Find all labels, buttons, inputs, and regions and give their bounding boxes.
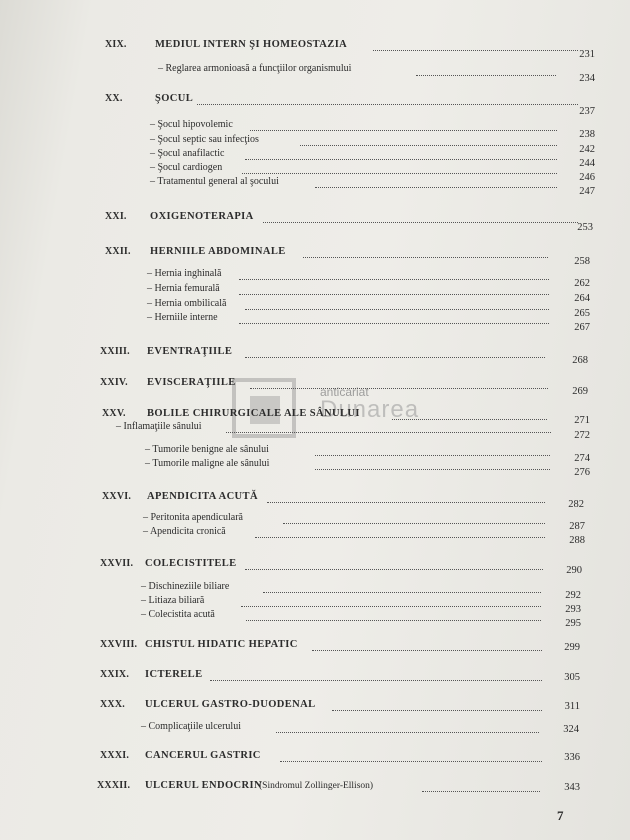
toc-entry-xxxi: XXXI. CANCERUL GASTRIC 336: [100, 750, 580, 763]
toc-sub-entry: – Colecistita acută 295: [141, 609, 581, 629]
toc-sub-entry: – Tratamentul general al şocului 247: [150, 176, 595, 197]
toc-entry-xxix: XXIX. ICTERELE 305: [100, 669, 580, 683]
toc-entry-xxviii: XXVIII. CHISTUL HIDATIC HEPATIC 299: [100, 639, 580, 653]
toc-entry-xxiv: XXIV. EVISCERAŢIILE 269: [100, 377, 588, 397]
toc-sub-entry: – Tumorile maligne ale sânului 276: [145, 458, 590, 478]
toc-entry-xix: [105, 38, 595, 60]
toc-sub-entry: – Complicaţiile ulcerului 324: [141, 721, 579, 735]
toc-sub-entry: – Inflamaţiile sânului 272: [116, 421, 590, 441]
toc-entry-xxxii: XXXII. ULCERUL ENDOCRIN (Sindromul Zollinger-Ellison) 343: [97, 780, 580, 793]
toc-entry-xxv: XXV. BOLILE CHIRURGICALE ALE SÂNULUI 271: [102, 408, 590, 426]
watermark-text-top: anticariat: [320, 385, 369, 399]
page-number: 7: [557, 808, 564, 823]
toc-entry-xxiii: XXIII. EVENTRAŢIILE 268: [100, 346, 588, 366]
chapter-title: MEDIUL INTERN ŞI HOMEOSTAZIA: [155, 39, 348, 50]
toc-sub-entry: – Reglarea armonioasă a funcţiilor organismului 234: [158, 63, 595, 84]
chapter-title-extra: (Sindromul Zollinger-Ellison): [259, 781, 374, 791]
toc-entry-xxii: XXII. HERNIILE ABDOMINALE 258: [105, 246, 590, 267]
toc-sub-entry: – Hernia ombilicală 265: [147, 298, 590, 319]
watermark-text-bottom: Dunarea: [320, 396, 420, 423]
toc-entry-xxi: XXI. OXIGENOTERAPIA 253: [105, 211, 593, 233]
leader-dots: [416, 75, 556, 76]
page-ref: 234: [579, 73, 595, 84]
page-ref: 231: [579, 49, 595, 60]
toc-entry-xxvi: XXVI. APENDICITA ACUTĂ 282: [102, 491, 584, 510]
toc-entry-xxvii: XXVII. COLECISTITELE 290: [100, 558, 582, 576]
toc-sub-entry: – Herniile interne 267: [147, 312, 590, 333]
toc-sub-entry: – Peritonita apendiculară 287: [143, 512, 585, 532]
toc-sub-entry: – Apendicita cronică 288: [143, 526, 585, 546]
toc-sub-entry: – Şocul septic sau infecţios 242: [150, 134, 595, 155]
toc-sub-entry: – Şocul hipovolemic 238: [150, 119, 595, 140]
toc-sub-entry: – Dischineziile biliare 292: [141, 581, 581, 601]
toc-sub-entry: – Litiaza biliară 293: [141, 595, 581, 615]
toc-entry-xxx: XXX. ULCERUL GASTRO-DUODENAL 311: [100, 699, 580, 712]
leader-dots: [373, 50, 578, 51]
chapter-number: XIX.: [105, 39, 127, 50]
toc-entry-xx: XX. ŞOCUL 237: [105, 93, 595, 117]
toc-sub-entry: – Hernia femurală 264: [147, 283, 590, 304]
toc-sub-entry: – Tumorile benigne ale sânului 274: [145, 444, 590, 464]
toc-sub-entry: – Şocul anafilactic 244: [150, 148, 595, 169]
toc-sub-entry: – Hernia inghinală 262: [147, 268, 590, 289]
toc-sub-entry: – Şocul cardiogen 246: [150, 162, 595, 183]
